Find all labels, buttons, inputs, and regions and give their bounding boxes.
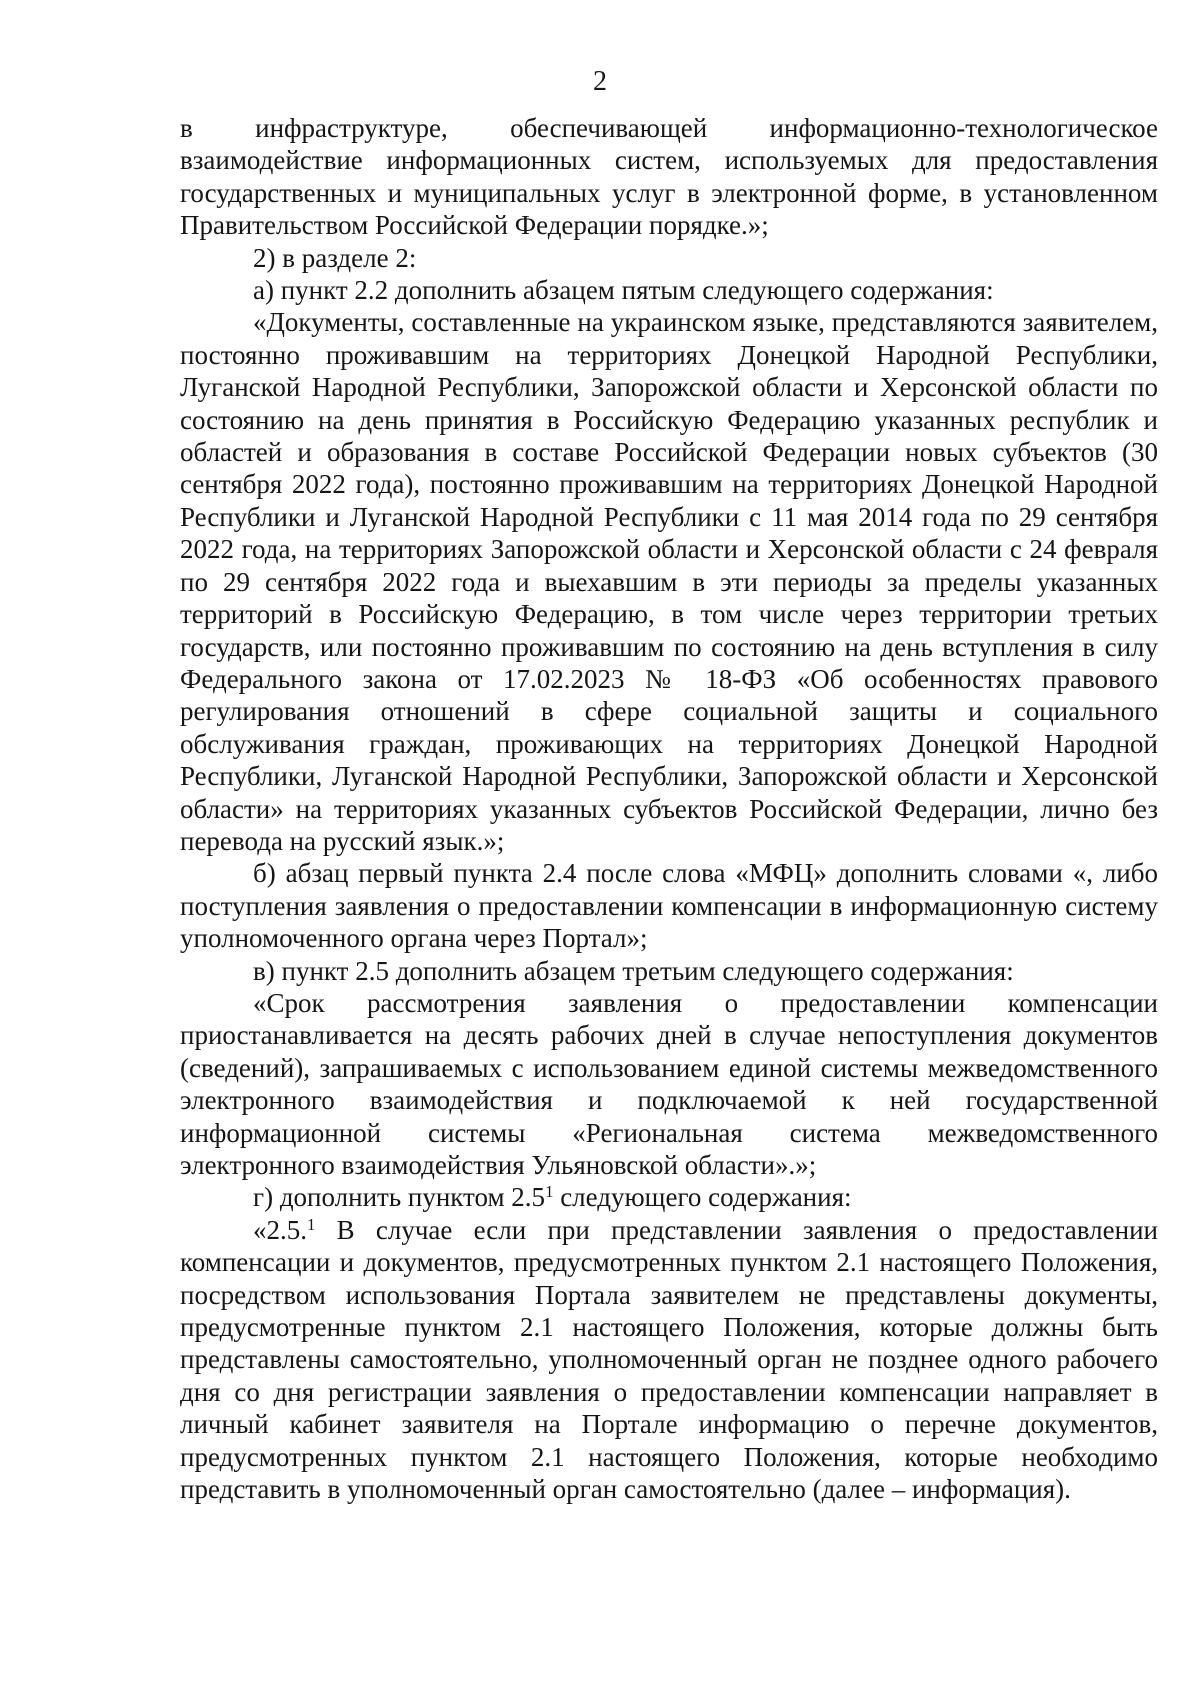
page-number: 2	[593, 66, 607, 97]
paragraph-section-2: 2) в разделе 2:	[253, 242, 417, 273]
paragraph-item-v: в) пункт 2.5 дополнить абзацем третьим следующего содержания:	[253, 955, 1014, 986]
paragraph-item-g	[180, 1181, 1158, 1213]
paragraph-documents-ukrainian: «Документы, составленные на украинском языке, представляются заявителем, постоянно проживавшим на территориях Донецкой Народной Республики, Луганской Народной Республики, Запорожской области и Херсонской области по состоянию на день принятия в Российскую Федерацию указанных республик и областей и образования в составе Российской Федерации новых субъектов (30 сентября 2022 года), постоянно проживавшим на территориях Донецкой Народной Республики и Луганской Народной Республики с 11 мая 2014 года по 29 сентября 2022 года, на территориях Запорожской области и Херсонской области с 24 февраля по 29 сентября 2022 года и выехавшим в эти периоды за пределы указанных территорий в Российскую Федерацию, в том числе через территории третьих государств, или постоянно проживавшим по состоянию на день вступления в силу Федерального закона от 17.02.2023 № 18-ФЗ «Об особенностях правового регулирования отношений в сфере социальной защиты и социального обслуживания граждан, проживающих на территориях Донецкой Народной Республики, Луганской Народной Республики, Запорожской области и Херсонской области» на территориях указанных субъектов Российской Федерации, лично без перевода на русский язык.»;	[180, 307, 1158, 856]
paragraph-clause-2-5-1	[180, 1214, 1158, 1506]
paragraph-review-period: «Срок рассмотрения заявления о предоставлении компенсации приостанавливается на десять рабочих дней в случае непоступления документов (сведений), запрашиваемых с использованием единой системы межведомственного электронного взаимодействия и подключаемой к ней государственной информационной системы «Региональная система межведомственного электронного взаимодействия Ульяновской области».»;	[180, 987, 1158, 1180]
paragraph-item-b: б) абзац первый пункта 2.4 после слова «МФЦ» дополнить словами «, либо поступления заявления о предоставлении компенсации в информационную систему уполномоченного органа через Портал»;	[180, 858, 1158, 954]
paragraph-clause-2-5-1-before: «2.5.	[253, 1214, 307, 1245]
paragraph-item-a: а) пункт 2.2 дополнить абзацем пятым следующего содержания:	[253, 275, 994, 306]
document-body	[180, 112, 1158, 1505]
paragraph-clause-2-5-1-after: В случае если при представлении заявления о предоставлении компенсации и документов, предусмотренных пунктом 2.1 настоящего Положения, посредством использования Портала заявителем не представлены документы, предусмотренные пунктом 2.1 настоящего Положения, которые должны быть представлены самостоятельно, уполномоченный орган не позднее одного рабочего дня со дня регистрации заявления о предоставлении компенсации направляет в личный кабинет заявителя на Портале информацию о перечне документов, предусмотренных пунктом 2.1 настоящего Положения, которые необходимо представить в уполномоченный орган самостоятельно (далее – информация).	[180, 1214, 1158, 1505]
paragraph-item-g-after: следующего содержания:	[553, 1182, 852, 1213]
paragraph-continuation: в инфраструктуре, обеспечивающей информационно-технологическое взаимодействие информационных систем, используемых для предоставления государственных и муниципальных услуг в электронной форме, в установленном Правительством Российской Федерации порядке.»;	[180, 113, 1158, 241]
superscript-mark: 1	[545, 1182, 554, 1202]
superscript-mark: 1	[307, 1214, 316, 1234]
paragraph-item-g-before: г) дополнить пунктом 2.5	[253, 1182, 546, 1213]
